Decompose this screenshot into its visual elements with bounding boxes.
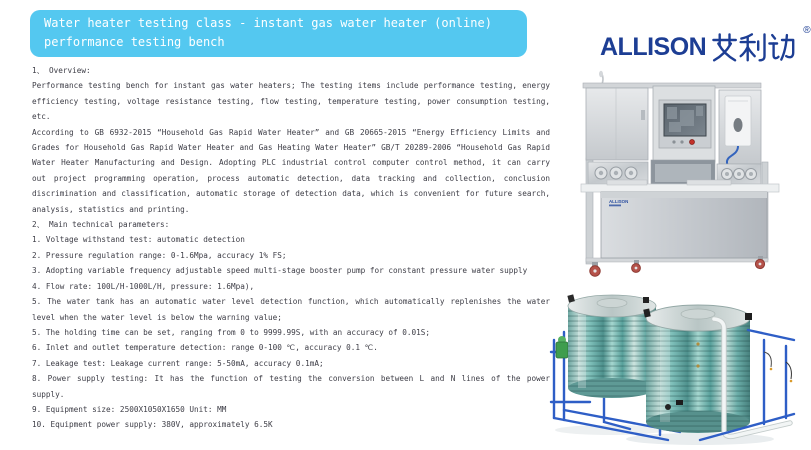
emergency-stop-button-icon	[690, 140, 695, 145]
spec-line-temperature: 6. Inlet and outlet temperature detection: range 0-100 ℃, accuracy 0.1 ℃.	[32, 343, 378, 353]
booster-pump-icon	[556, 336, 568, 358]
overview-paragraph: Performance testing bench for instant gas water heaters; The testing items include performance testing, energy efficiency testing, voltage resistance testing, flow testing, temperature testing, power consumption testing, etc.	[32, 81, 550, 122]
machine-brand-cn-label	[609, 205, 621, 207]
spec-line-holding-time: 5. The holding time can be set, ranging from 0 to 9999.99S, with an accuracy of 0.01S;	[32, 327, 431, 337]
left-steel-panel	[586, 88, 648, 160]
title-banner	[30, 10, 527, 57]
control-monitor-panel	[653, 86, 715, 162]
page-title: Water heater testing class - instant gas water heater (online) performance testing bench	[44, 16, 492, 49]
water-tanks-photo	[548, 282, 800, 448]
registered-trademark-icon: ®	[803, 25, 811, 36]
spec-line-power: 10. Equipment power supply: 380V, approximately 6.5K	[32, 420, 273, 430]
lower-cabinet	[601, 192, 767, 258]
spec-line-water-tank: 5. The water tank has an automatic water level detection function, which automatically replenishes the water level when the water level is below the warning value;	[32, 297, 550, 322]
spec-line-pressure: 2. Pressure regulation range: 0-1.6Mpa, accuracy 1% FS;	[32, 250, 287, 260]
spec-line-pump: 3. Adopting variable frequency adjustable speed multi-stage booster pump for constant pressure water supply	[32, 266, 528, 276]
brand-chinese-characters-icon	[712, 33, 796, 61]
section-heading-parameters: 2、 Main technical parameters:	[32, 220, 170, 230]
brand-wordmark: ALLISON	[600, 33, 707, 61]
spec-line-power-supply: 8. Power supply testing: It has the function of testing the conversion between L and N lines of the power supply.	[32, 374, 550, 399]
machine-brand-label: ALLISON	[609, 199, 629, 204]
section-heading-overview: 1、 Overview:	[32, 66, 91, 75]
standards-paragraph: According to GB 6932-2015 “Household Gas Rapid Water Heater” and GB 20665-2015 “Energy Efficiency Limits and Grades for Household Gas Rapid Water Heater and Gas Heating Water Heater” GB/T 20289-2006 “Household Gas Rapid Water Heater Manufacturing and Design. Adopting PLC industrial control computer control method, it can carry out project programming operation, process automatic detection, data tracking and collection, conclusion discrimination and classification, automatic storage of detection data, which is convenient for future search, analysis, statistics and printing.	[32, 127, 550, 214]
spec-line-leakage: 7. Leakage test: Leakage current range: 5-50mA, accuracy 0.1mA;	[32, 358, 324, 368]
description-text-block	[32, 63, 550, 433]
testing-bench-photo	[579, 70, 791, 280]
spec-line-voltage: 1. Voltage withstand test: automatic detection	[32, 235, 245, 245]
sensor-wires-icon	[764, 352, 792, 382]
water-tank-left-icon	[567, 294, 656, 398]
brand-logo	[600, 25, 811, 63]
spec-line-flow: 4. Flow rate: 100L/H-1000L/H, pressure: 1.6Mpa),	[32, 281, 255, 291]
spec-line-size: 9. Equipment size: 2500X1050X1650 Unit: MM	[32, 404, 227, 414]
water-tank-right-icon	[643, 305, 752, 433]
